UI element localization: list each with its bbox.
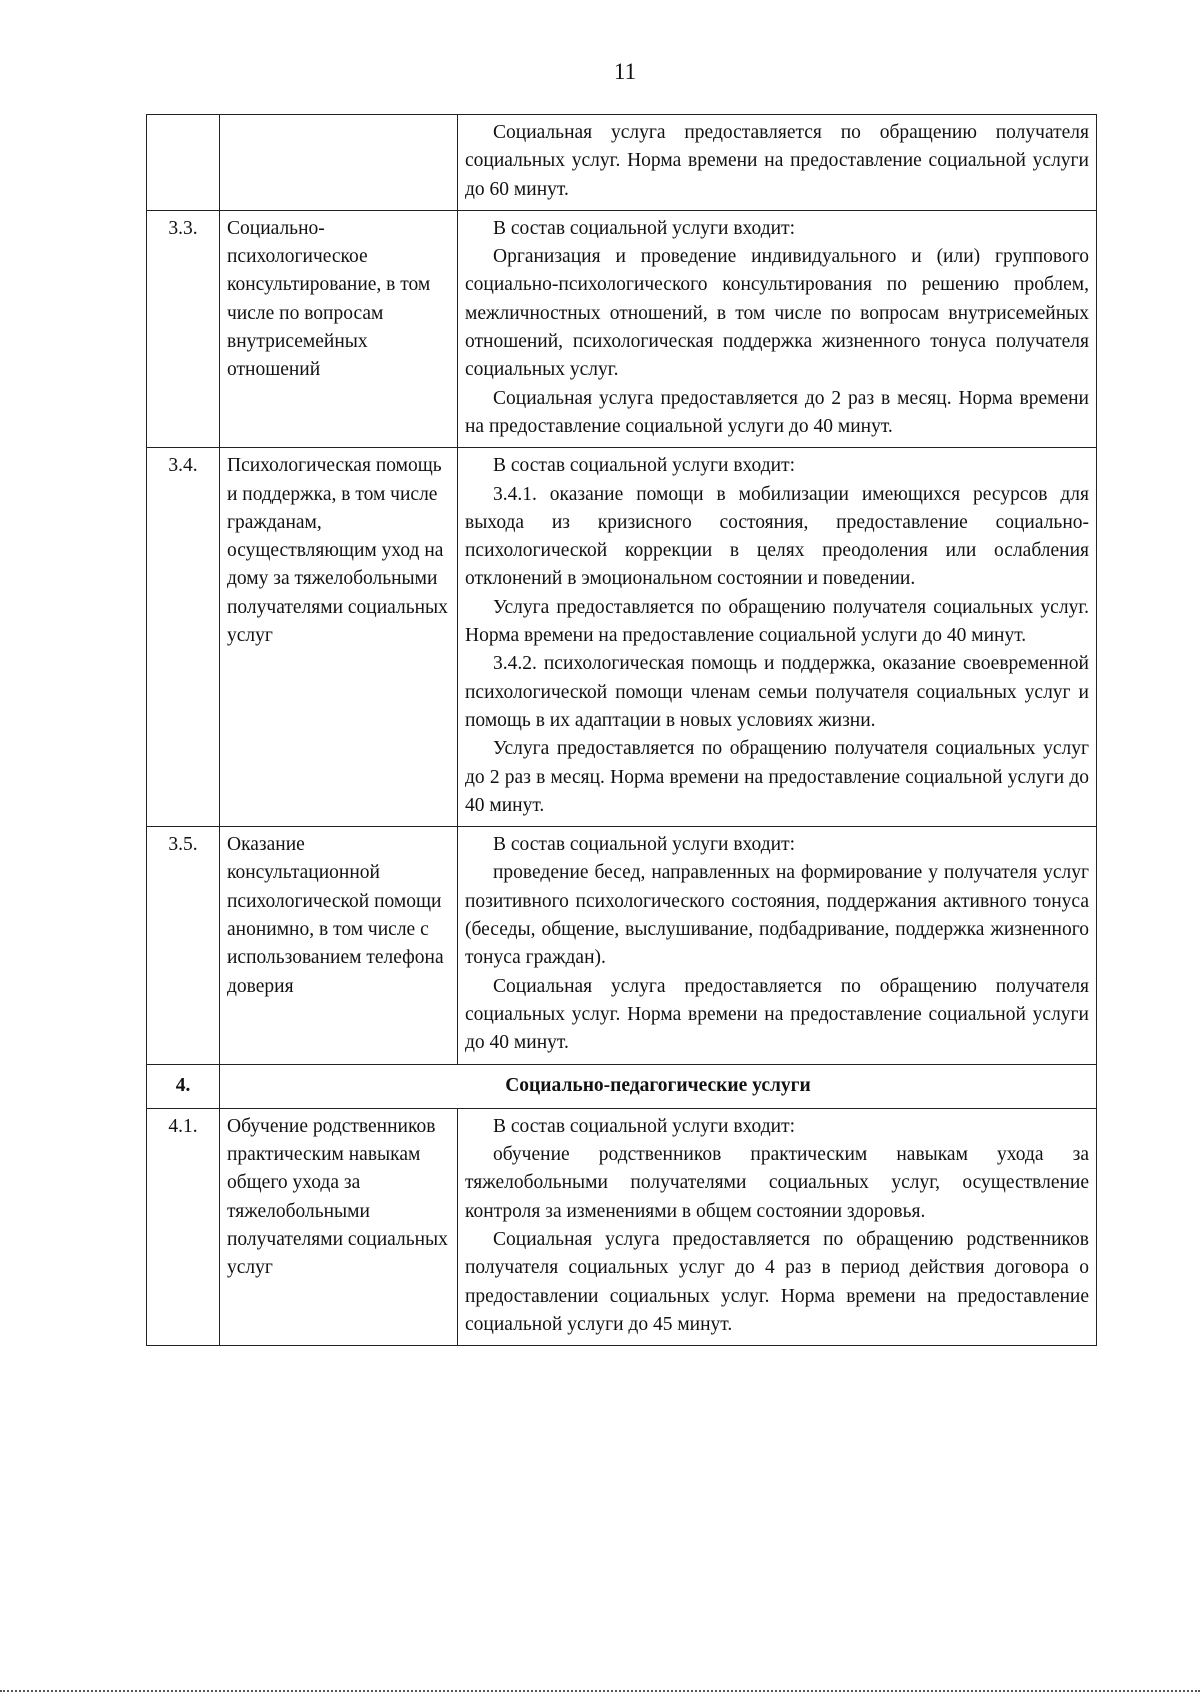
row-number: 3.3. — [147, 210, 220, 447]
service-description — [458, 827, 1097, 1064]
description-paragraph: В состав социальной услуги входит: — [493, 1115, 796, 1137]
page-number: 11 — [613, 59, 637, 84]
description-paragraph: обучение родственников практическим навыкам ухода за тяжелобольными получателями социальных услуг, осуществление контроля за изменениями в общем состоянии здоровья. — [465, 1144, 1089, 1222]
description-paragraph: 3.4.1. оказание помощи в мобилизации имеющихся ресурсов для выхода из кризисного состояния, предоставление социально-психологической коррекции в целях преодоления или ослабления отклонений в эмоциональном состоянии и поведении. — [465, 483, 1089, 590]
section-number: 4. — [147, 1064, 220, 1108]
services-table — [146, 114, 1097, 1346]
service-name: Обучение родственников практическим навыкам общего ухода за тяжелобольными получателями социальных услуг — [220, 1108, 458, 1345]
description-paragraph: В состав социальной услуги входит: — [493, 217, 796, 239]
table-row — [147, 115, 1097, 211]
description-paragraph: Услуга предоставляется по обращению получателя социальных услуг. Норма времени на предоставление социальной услуги до 40 минут. — [465, 596, 1089, 647]
table-row — [147, 448, 1097, 827]
description-paragraph: Услуга предоставляется по обращению получателя социальных услуг до 2 раз в месяц. Норма времени на предоставление социальной услуги до 40 минут. — [465, 738, 1089, 816]
description-paragraph: Социальная услуга предоставляется до 2 раз в месяц. Норма времени на предоставление социальной услуги до 40 минут. — [465, 387, 1089, 437]
table-row — [147, 827, 1097, 1064]
description-paragraph: Социальная услуга предоставляется по обращению получателя социальных услуг. Норма времени на предоставление социальной услуги до 40 минут. — [465, 975, 1089, 1054]
service-description — [458, 210, 1097, 447]
description-paragraph: Социальная услуга предоставляется по обращению получателя социальных услуг. Норма времени на предоставление социальной услуги до 60 минут. — [465, 122, 1089, 200]
table-row — [147, 1108, 1097, 1345]
row-number: 3.4. — [147, 448, 220, 827]
bottom-scan-edge — [0, 1690, 1200, 1692]
service-name: Социально-психологическое консультирование, в том числе по вопросам внутрисемейных отношений — [220, 210, 458, 447]
section-header-row — [147, 1064, 1097, 1108]
description-paragraph: 3.4.2. психологическая помощь и поддержка, оказание своевременной психологической помощи членам семьи получателя социальных услуг и помощь в их адаптации в новых условиях жизни. — [465, 653, 1089, 731]
service-name: Оказание консультационной психологической помощи анонимно, в том числе с использованием телефона доверия — [220, 827, 458, 1064]
row-number — [147, 115, 220, 211]
description-paragraph: В состав социальной услуги входит: — [493, 834, 796, 856]
description-paragraph: проведение бесед, направленных на формирование у получателя услуг позитивного психологического состояния, поддержания активного тонуса (беседы, общение, выслушивание, подбадривание, поддержка жизненного тонуса граждан). — [465, 862, 1089, 969]
table-row — [147, 210, 1097, 447]
service-name — [220, 115, 458, 211]
description-paragraph: Организация и проведение индивидуального и (или) группового социально-психологического консультирования по решению проблем, межличностных отношений, в том числе по вопросам внутрисемейных отношений, психологическая поддержка жизненного тонуса получателя социальных услуг. — [465, 246, 1089, 381]
description-paragraph: В состав социальной услуги входит: — [493, 455, 796, 477]
service-description — [458, 1108, 1097, 1345]
service-name: Психологическая помощь и поддержка, в том числе гражданам, осуществляющим уход на дому за тяжелобольными получателями социальных услуг — [220, 448, 458, 827]
service-description — [458, 448, 1097, 827]
section-title: Социально-педагогические услуги — [220, 1064, 1097, 1108]
service-description — [458, 115, 1097, 211]
row-number: 3.5. — [147, 827, 220, 1064]
row-number: 4.1. — [147, 1108, 220, 1345]
description-paragraph: Социальная услуга предоставляется по обращению родственников получателя социальных услуг до 4 раз в период действия договора о предоставлении социальных услуг. Норма времени на предоставление социальной услуги до 45 минут. — [465, 1228, 1089, 1335]
